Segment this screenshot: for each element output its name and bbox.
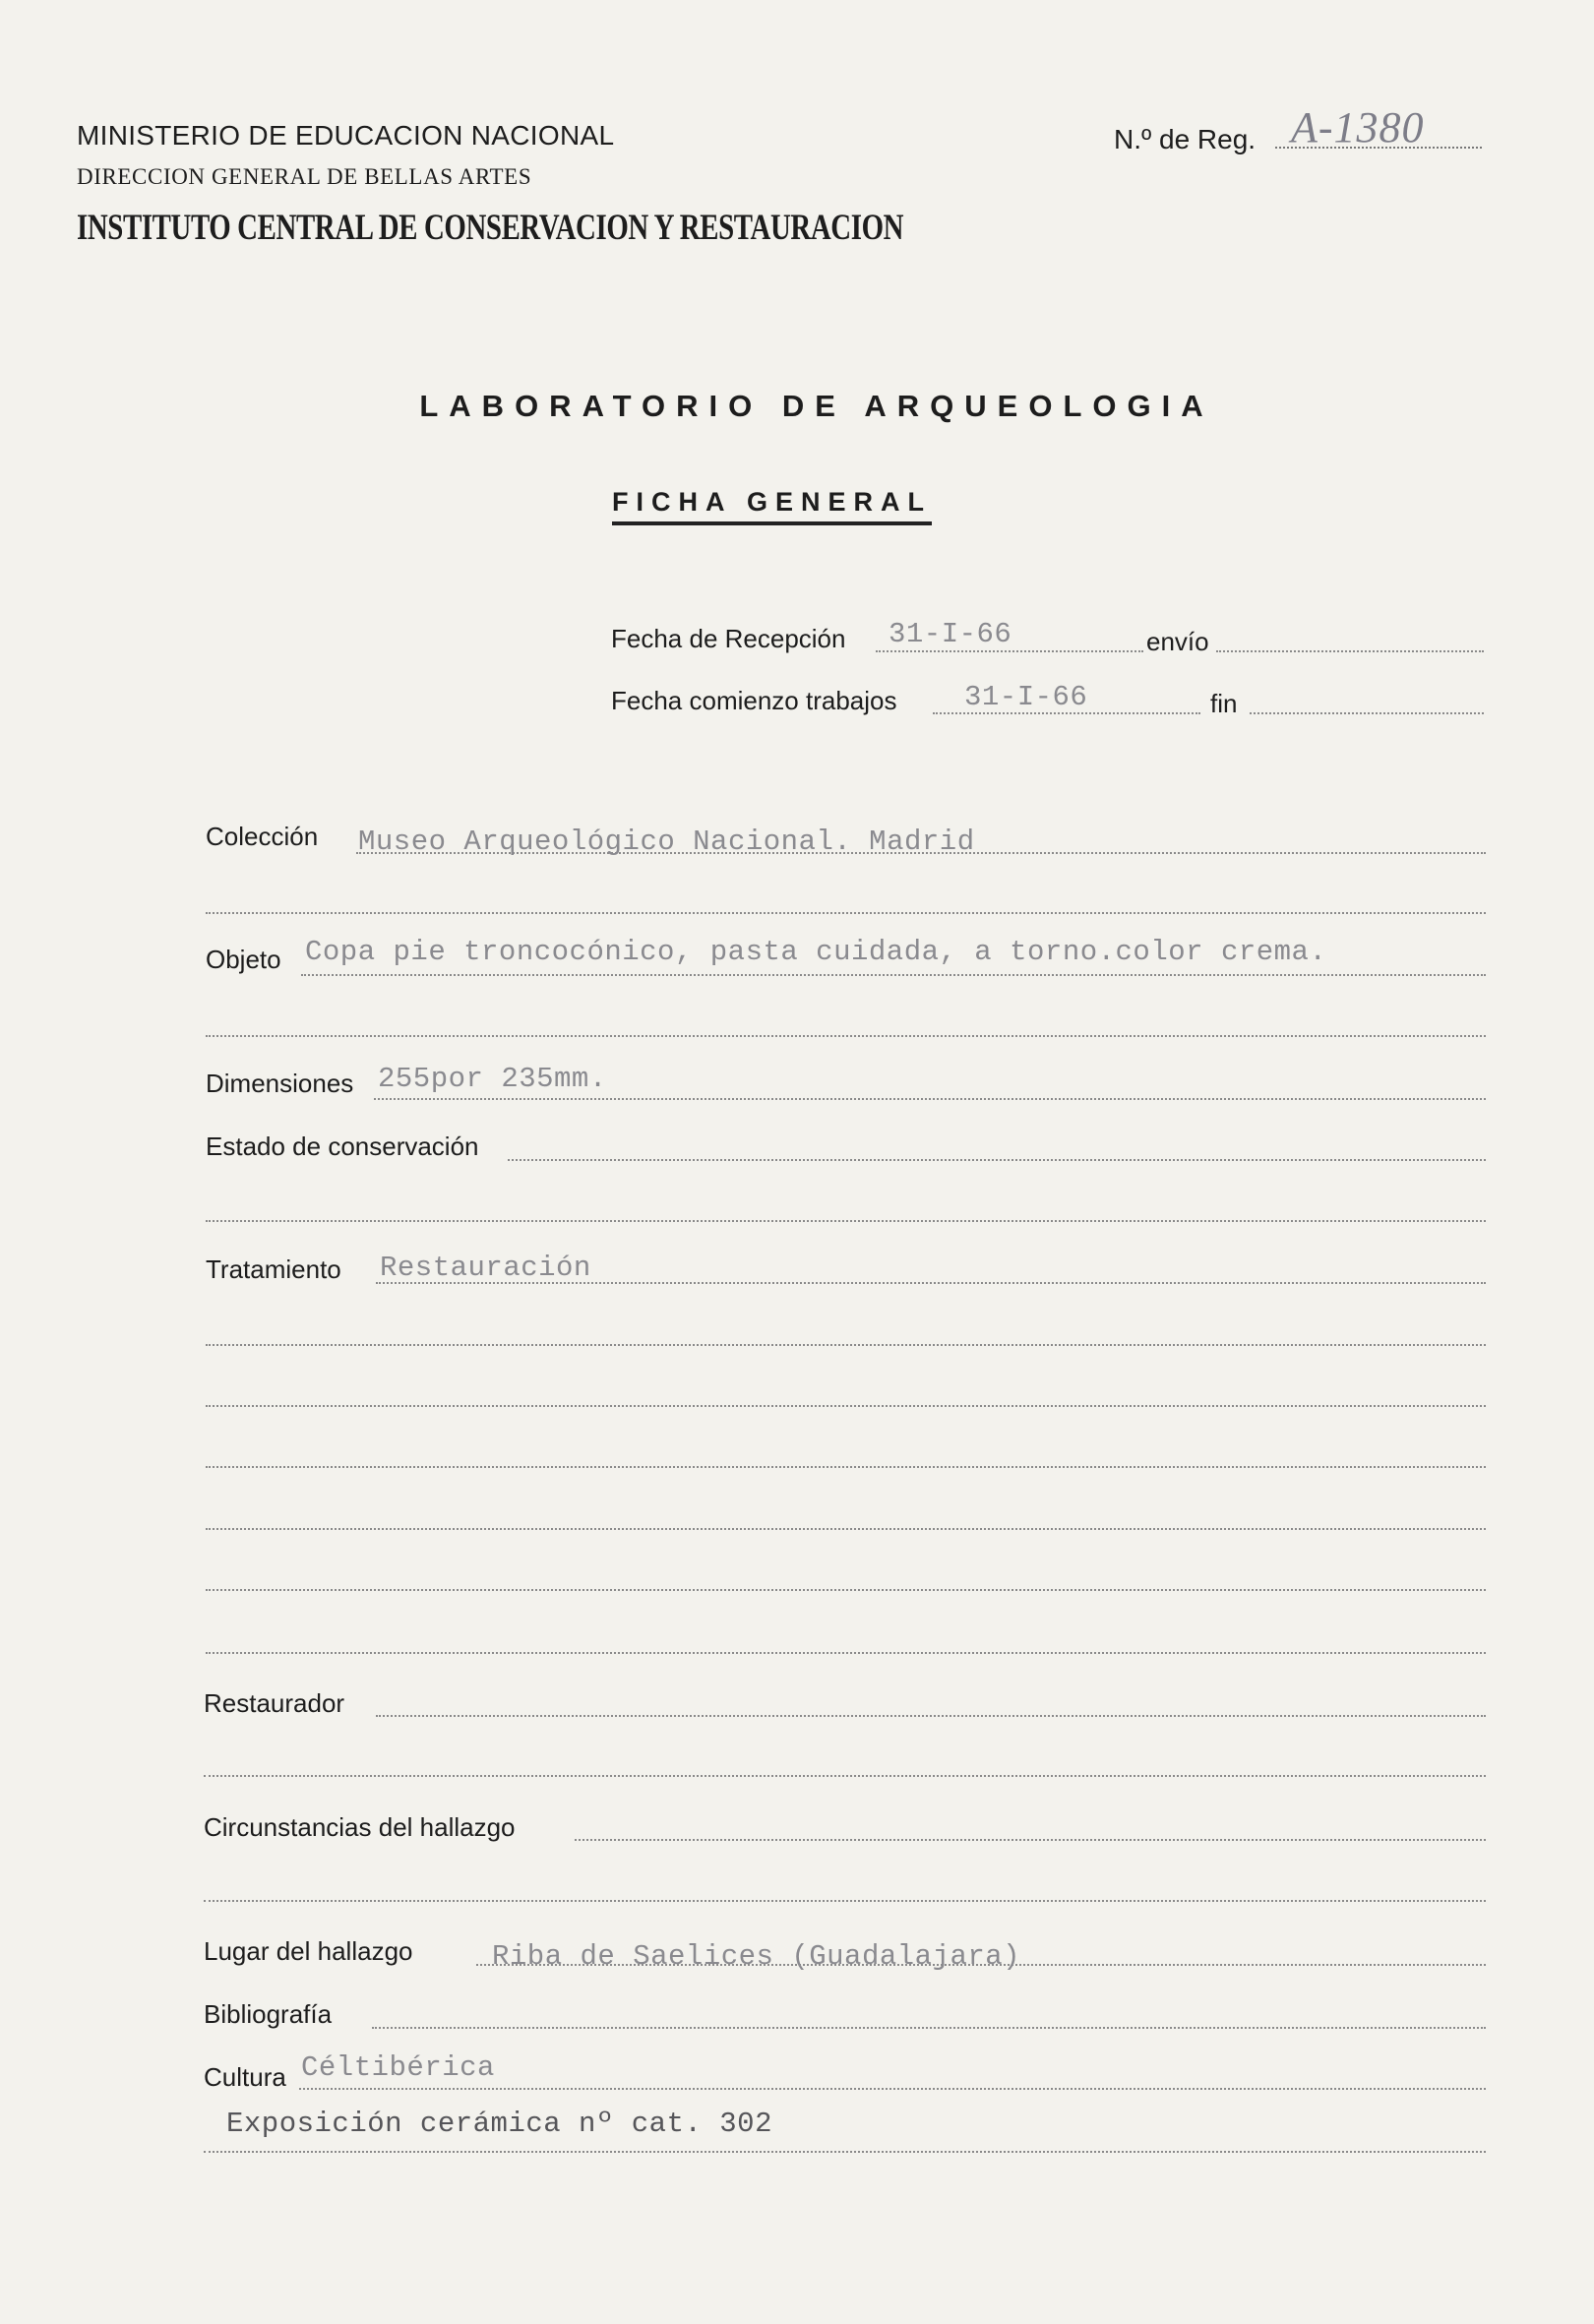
institute-heading: INSTITUTO CENTRAL DE CONSERVACION Y RESTAURACION (77, 208, 904, 248)
lab-title: LABORATORIO DE ARQUEOLOGIA (419, 389, 1214, 423)
condition-label: Estado de conservación (206, 1131, 479, 1161)
treatment-line-3 (206, 1405, 1486, 1407)
reception-label: Fecha de Recepción (611, 624, 846, 653)
end-line (1250, 712, 1484, 714)
direction-heading: DIRECCION GENERAL DE BELLAS ARTES (77, 164, 532, 189)
start-label: Fecha comienzo trabajos (611, 686, 897, 715)
exhibition-value: Exposición cerámica nº cat. 302 (226, 2108, 772, 2140)
exhibition-line (204, 2151, 1486, 2153)
treatment-line-2 (206, 1344, 1486, 1346)
object-value: Copa pie troncocónico, pasta cuidada, a torno.color crema. (305, 936, 1327, 968)
treatment-value: Restauración (380, 1252, 591, 1284)
culture-label: Cultura (204, 2062, 286, 2092)
registry-value: A-1380 (1291, 103, 1425, 152)
dimensions-line (374, 1098, 1486, 1100)
send-line (1216, 650, 1484, 652)
circumstances-line-2 (204, 1900, 1486, 1902)
collection-value: Museo Arqueológico Nacional. Madrid (358, 826, 975, 858)
collection-label: Colección (206, 822, 319, 851)
place-label: Lugar del hallazgo (204, 1936, 413, 1966)
object-line (301, 974, 1486, 976)
collection-line-2 (206, 912, 1486, 914)
treatment-line-4 (206, 1466, 1486, 1468)
condition-line-2 (206, 1220, 1486, 1222)
restorer-label: Restaurador (204, 1688, 345, 1718)
bibliography-line (372, 2027, 1486, 2029)
send-label: envío (1146, 627, 1209, 656)
dimensions-label: Dimensiones (206, 1069, 354, 1098)
culture-value: Céltibérica (301, 2051, 495, 2084)
place-value: Riba de Saelices (Guadalajara) (492, 1940, 1021, 1973)
reception-line (876, 650, 1143, 652)
restorer-line-2 (204, 1775, 1486, 1777)
start-value: 31-I-66 (964, 681, 1088, 713)
treatment-line-7 (206, 1652, 1486, 1654)
treatment-label: Tratamiento (206, 1254, 341, 1284)
bibliography-label: Bibliografía (204, 1999, 333, 2029)
restorer-line (376, 1715, 1486, 1717)
circumstances-line (575, 1839, 1486, 1841)
card-title: FICHA GENERAL (612, 487, 932, 525)
dimensions-value: 255por 235mm. (378, 1063, 607, 1095)
object-label: Objeto (206, 945, 281, 974)
culture-line (299, 2088, 1486, 2090)
end-label: fin (1210, 689, 1238, 718)
condition-line (508, 1159, 1486, 1161)
ministry-heading: MINISTERIO DE EDUCACION NACIONAL (77, 120, 615, 151)
registry-label: N.º de Reg. (1114, 124, 1257, 154)
object-line-2 (206, 1035, 1486, 1037)
circumstances-label: Circunstancias del hallazgo (204, 1812, 516, 1842)
reception-value: 31-I-66 (889, 618, 1012, 650)
treatment-line-5 (206, 1528, 1486, 1530)
treatment-line-6 (206, 1589, 1486, 1591)
